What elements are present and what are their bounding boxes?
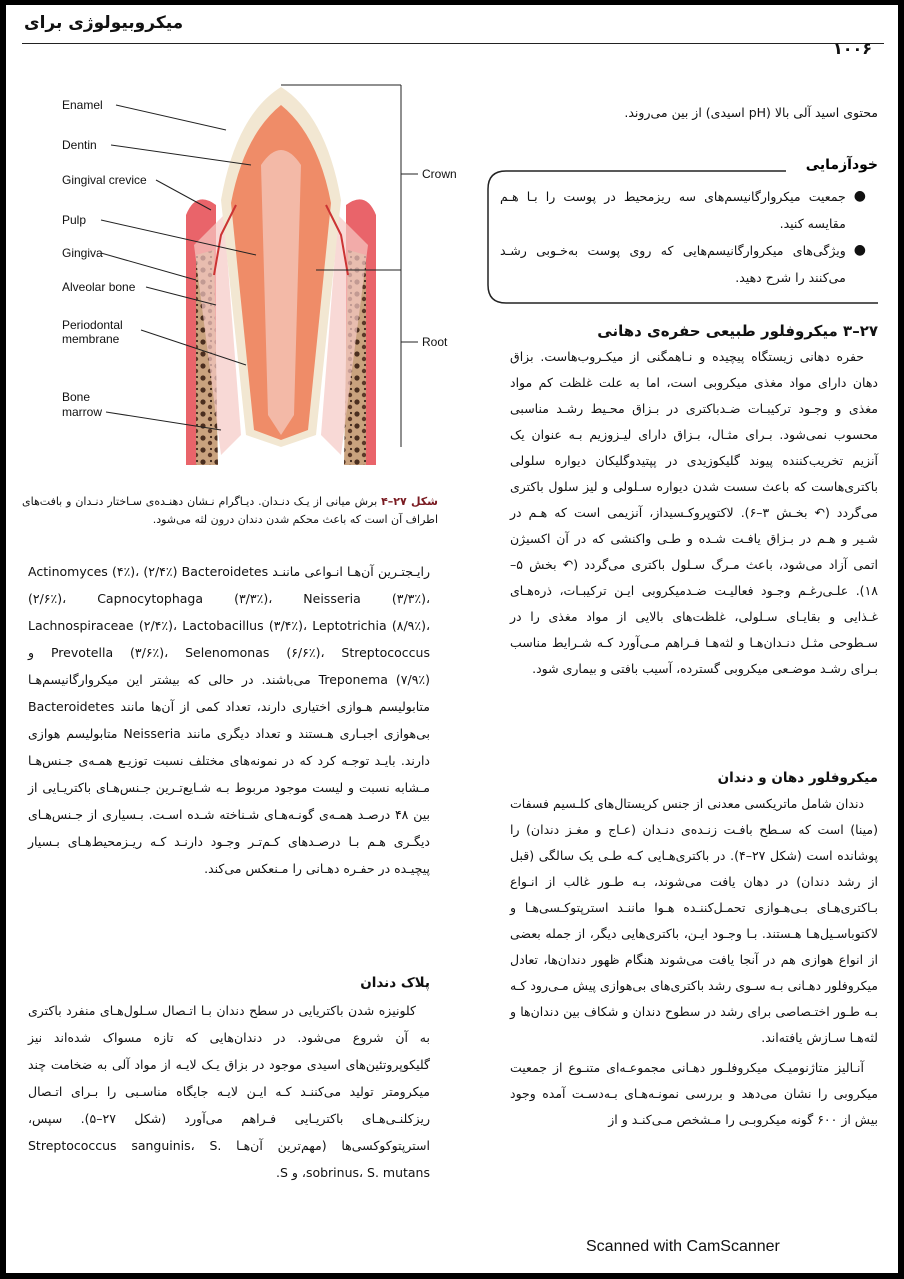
self-test-item: ● جمعیت میکروارگانیسم‌های سه ریزمحیط در پوست را بـا هـم مقایسه کنید.	[500, 188, 866, 231]
header-rule	[22, 43, 884, 44]
tooth-diagram	[46, 75, 466, 475]
label-gingiva: Gingiva	[62, 246, 103, 260]
label-membrane: membrane	[62, 332, 120, 346]
section-paragraph: حفره دهانی زیستگاه پیچیده و نـاهمگنی از میکـروب‌هاست. بزاق دهان دارای مواد مغذی میکروبی است، اما به علت غلظت کم مواد مغذی و وجـود ترکیبـات ضـدباکتری در بـزاق محـیط رشـد مناسبی محسوب نمی‌شود. بـرای مثـال، بـزاق دارای لیـزوزیم بـه عنوان یک آنزیم تخریب‌کننده پیوند گلیکوزیدی در پپتیدوگلیکان دیواره سلولی باکتری‌هاست که باعث سست شدن دیواره سـلولی و لیز سلول باکتری می‌گردد (↶ بخـش ۳–۶). لاکتوپروکـسیداز، آنزیمی است که هـم در شـیر و هـم در بـزاق یافـت شـده و طـی واکنشی که در آن اکسیژن اتمی آزاد می‌شود، باعث مـرگ سـلول باکتری می‌گردد (↶ بخش ۵–۱۸). علـی‌رغـم وجـود فعالیـت ضـدمیکروبی ایـن ترکیبـات، ذره‌هـای غـذایی و بقایـای سـلولی، غلظت‌های بالایی از مواد مغذی را در سـطوحی مثـل دنـدان‌هـا و لثه‌هـا فـراهم مـی‌آورد کـه شـرایط مناسب بـرای رشـد موضـعی میکروبی گسترده، آسیب بافتی و بیماری شود.	[510, 349, 879, 676]
figure-caption	[22, 493, 438, 529]
tooth-illustration	[186, 87, 376, 465]
self-test-item: ● ویژگی‌های میکروارگانیسم‌هایی که روی پوست به‌خـوبی رشـد می‌کنند را شرح دهید.	[500, 242, 866, 285]
label-enamel: Enamel	[62, 98, 103, 112]
plaque-section	[28, 970, 430, 1186]
label-dentin: Dentin	[62, 138, 97, 152]
figure-caption-label: شکل ۲۷–۴	[381, 495, 438, 508]
section-27-3	[510, 318, 878, 682]
genera-paragraph-block	[28, 558, 430, 882]
figure-caption-text: برش میانی از یـک دنـدان. دیـاگرام نـشان دهنـده‌ی سـاختار دنـدان و بافت‌های اطراف آن است که باعث محکم شدن دندان درون لثه می‌شود.	[22, 495, 438, 526]
scanned-page	[6, 5, 898, 1273]
subsection-paragraph-2: آنـالیز متاژنومیـک میکروفلـور دهـانی مجموعـه‌ای متنـوع از جمعیت میکروبی را نشان می‌دهد و بررسی نمونـه‌هـای بـه‌دسـت آمده وجود بیش از ۶۰۰ گونه میکروبـی را مـشخص مـی‌کنـد و از	[510, 1060, 878, 1127]
label-crown: Crown	[422, 167, 457, 181]
self-test-list	[500, 183, 866, 291]
genera-paragraph: رایـجتـرین آن‌هـا انـواعی ماننـد Actinomyces (۴٪)، (۲/۴٪) Bacteroidetes (۲/۶٪)، Capnocytophaga (۳/۳٪)، Neisseria (۳/۳٪)، Lachnospiraceae (۲/۴٪)، Lactobacillus (۳/۴٪)، Leptotrichia (۸/۹٪)، Prevotella (۳/۶٪)، Selenomonas (۶/۶٪)، Streptococcus و Treponema (۷/۹٪) می‌باشند. در حالی که بیشتر این میکروارگانیسم‌هـا متابولیسم هـوازی اختیاری دارند، تعداد کمی از آن‌ها مانند Bacteroidetes بی‌هوازی اجبـاری هـستند و تعداد دیگری مانند Neisseria متابولیسم هوازی دارند. بایـد توجـه کرد که در نمونه‌های مختلف نسبت توزیـع همـه‌ی جـنس‌هـا مـشابه نسبت و لیست موجود مربوط بـه شـایع‌تـرین جـنس‌هـای باکتریـایی از بین ۴۸ درصـد همـه‌ی گونـه‌هـای شـناخته شـده اسـت. بـسیاری از جـنس‌هـای دیگـری هـم بـا درصـدهای کـم‌تـر وجـود دارنـد کـه ریـزمحیط‌هـای بـسیار پیچیـده در حفـره دهـانی را مـنعکس می‌کند.	[28, 564, 431, 876]
subsection-paragraph-1: دندان شامل ماتریکسی معدنی از جنس کریستال‌های کلـسیم فسفات (مینا) است که سـطح بافـت زنـده‌ی دنـدان (عـاج و مغـز دندان) را پوشانده است (شکل ۲۷–۴). در باکتری‌هـایی کـه طـی یک سالگی (قبل از رشد دندان) در دهان یافت می‌شوند، بـه طـور غالب از انـواع بـاکتری‌هـای بـی‌هـوازی تحمـل‌کننـده هـوا ماننـد استرپتوکـسی‌هـا و لاکتوباسـیل‌هـا هـستند. بـا وجـود ایـن، باکتری‌هایی دیگر، از جمله بعضی از انواع هوازی هم در آنجا یافت می‌شوند هنگام ظهور دندان‌ها، تعادل میکروفلور دهـانی بـه سـوی رشد باکتری‌های بی‌هوازی پیش مـی‌رود کـه بـه طـور اختـصاصی برای رشد در سطوح دندان و شکاف بین دندان‌ها و لثه‌هـا سـازش یافته‌اند.	[510, 796, 879, 1045]
page-number: ۱۰۰۶	[832, 39, 872, 58]
plaque-paragraph: کلونیزه شدن باکتریایی در سطح دندان بـا اتـصال سـلول‌هـای منفرد باکتری به آن شروع می‌شود. در دندان‌هایی که تازه مسواک شده‌اند نیز گلیکوپروتئین‌های اسیدی موجود در بزاق یـک لایـه از مواد آلی به ضخامت چند میکرومتر تولید می‌کننـد کـه ایـن لایـه جایگاه مناسـبی را بـرای اتـصال ریزکلنـی‌هـای باکتریـایی فـراهم می‌آورد (شکل ۲۷–۵). سپس، استرپتوکوکسی‌ها (مهم‌ترین آن‌هـا Streptococcus sanguinis، S. sobrinus، S. mutans، و S.	[28, 1003, 431, 1180]
subsection-heading: میکروفلور دهان و دندان	[717, 770, 878, 786]
self-test-title: خودآزمایی	[805, 157, 878, 173]
microflora-teeth-section	[510, 765, 878, 1133]
label-gingival-crevice: Gingival crevice	[62, 173, 147, 187]
label-periodontal: Periodontal	[62, 318, 123, 332]
section-heading: ۲۷–۳ میکروفلور طبیعی حفره‌ی دهانی	[597, 322, 878, 340]
label-pulp: Pulp	[62, 213, 87, 227]
label-root: Root	[422, 335, 448, 349]
label-alveolar-bone: Alveolar bone	[62, 280, 136, 294]
plaque-heading: پلاک دندان	[360, 975, 430, 991]
label-marrow: marrow	[62, 405, 103, 419]
label-bone: Bone	[62, 390, 91, 404]
running-header-title: میکروبیولوژی برای	[24, 13, 184, 33]
self-test-box	[486, 157, 878, 305]
scanner-watermark: Scanned with CamScanner	[586, 1238, 780, 1255]
intro-line: محتوی اسید آلی بالا (pH اسیدی) از بین می‌روند.	[624, 105, 878, 120]
